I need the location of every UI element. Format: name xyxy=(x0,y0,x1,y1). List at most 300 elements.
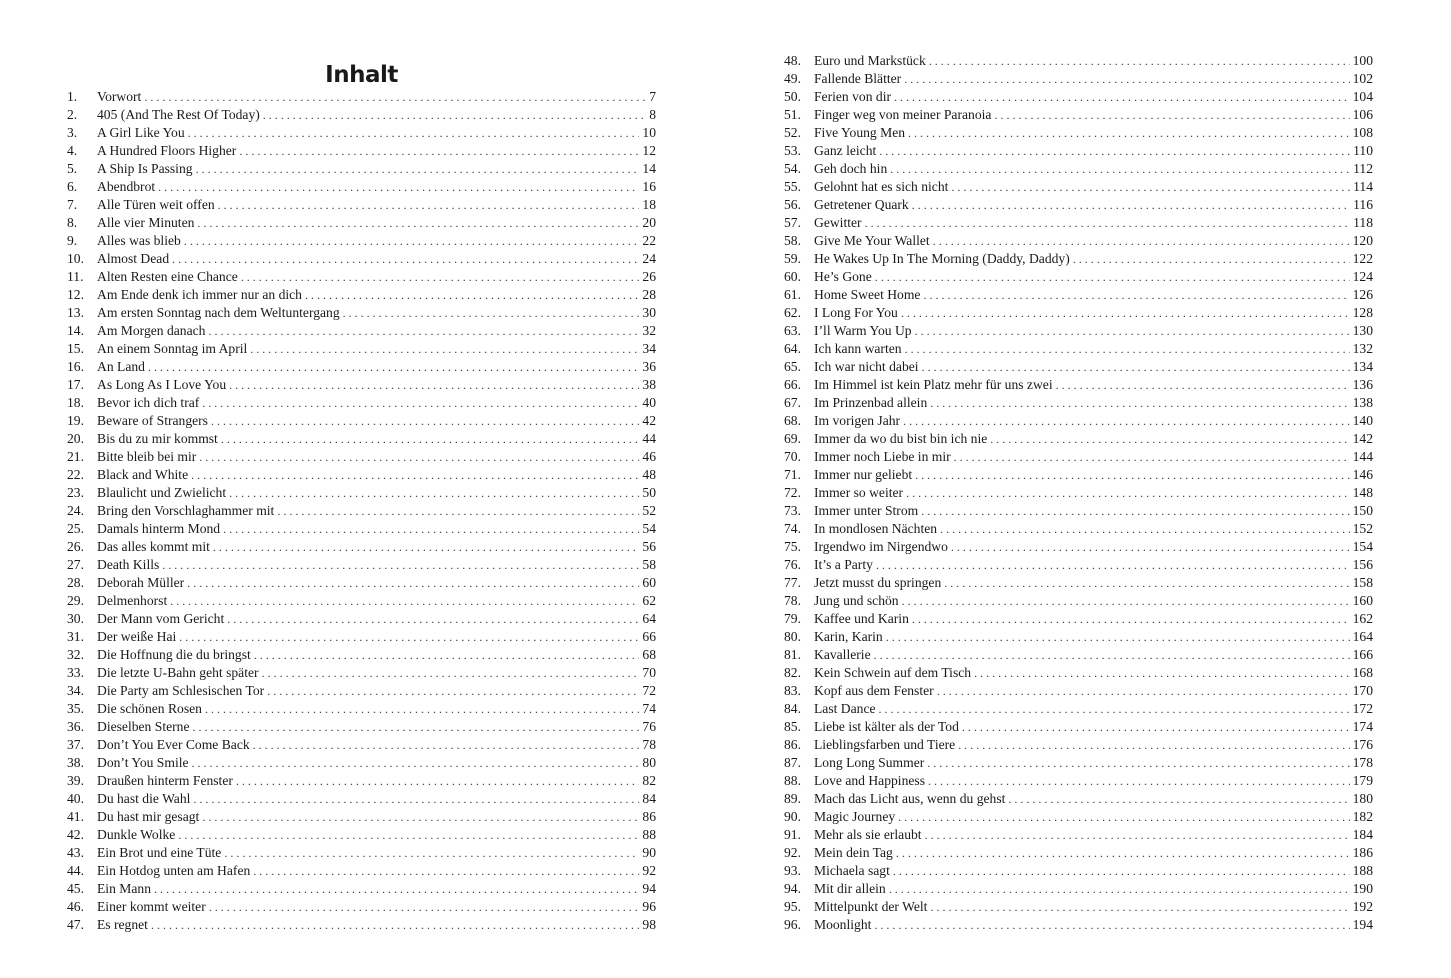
dot-leader xyxy=(893,862,1350,880)
toc-entry-number: 43. xyxy=(67,845,84,860)
toc-entry xyxy=(784,556,1373,574)
toc-entry xyxy=(784,610,1373,628)
toc-entry-title: Abendbrot xyxy=(97,179,156,194)
toc-entry xyxy=(784,754,1373,772)
toc-entry xyxy=(784,538,1373,556)
dot-leader xyxy=(202,808,639,826)
toc-entry xyxy=(67,790,656,808)
toc-entry-page-number: 160 xyxy=(1352,593,1373,608)
toc-entry-page-number: 174 xyxy=(1352,719,1373,734)
toc-entry-title: As Long As I Love You xyxy=(97,377,227,392)
toc-entry-page-number: 56 xyxy=(642,539,656,554)
toc-entry-number: 37. xyxy=(67,737,84,752)
toc-entry-page-number: 148 xyxy=(1352,485,1373,500)
dot-leader xyxy=(930,898,1349,916)
toc-entry-title: A Girl Like You xyxy=(97,125,185,140)
dot-leader xyxy=(929,52,1350,70)
toc-entry-title: Mehr als sie erlaubt xyxy=(814,827,922,842)
toc-entry-title: Almost Dead xyxy=(97,251,170,266)
toc-entry xyxy=(67,916,656,934)
toc-entry-page-number: 150 xyxy=(1352,503,1373,518)
toc-entry xyxy=(784,376,1373,394)
dot-leader xyxy=(209,898,640,916)
toc-entry-title: Jung und schön xyxy=(814,593,899,608)
toc-entry-page-number: 184 xyxy=(1352,827,1373,842)
toc-entry-number: 46. xyxy=(67,899,84,914)
toc-entry-page-number: 52 xyxy=(642,503,656,518)
toc-entry xyxy=(67,826,656,844)
dot-leader xyxy=(1056,376,1350,394)
toc-entry-page-number: 188 xyxy=(1352,863,1373,878)
toc-entry-number: 35. xyxy=(67,701,84,716)
toc-entry-title: Gelohnt hat es sich nicht xyxy=(814,179,949,194)
toc-entry-number: 4. xyxy=(67,143,78,158)
toc-entry-title: Der weiße Hai xyxy=(97,629,177,644)
dot-leader xyxy=(172,250,639,268)
toc-entry-title: Es regnet xyxy=(97,917,148,932)
dot-leader xyxy=(184,232,640,250)
toc-entry-page-number: 48 xyxy=(642,467,656,482)
dot-leader xyxy=(263,106,646,124)
toc-entry xyxy=(784,772,1373,790)
toc-entry-number: 73. xyxy=(784,503,801,518)
toc-entry-title: Don’t You Smile xyxy=(97,755,189,770)
dot-leader xyxy=(179,628,639,646)
toc-entry-title: Immer so weiter xyxy=(814,485,904,500)
toc-entry-page-number: 170 xyxy=(1352,683,1373,698)
toc-entry-number: 57. xyxy=(784,215,801,230)
toc-entry-page-number: 152 xyxy=(1352,521,1373,536)
toc-entry xyxy=(67,376,656,394)
toc-entry-title: Bitte bleib bei mir xyxy=(97,449,197,464)
toc-entry-number: 13. xyxy=(67,305,84,320)
toc-entry-title: Getretener Quark xyxy=(814,197,909,212)
toc-entry-title: Die letzte U-Bahn geht später xyxy=(97,665,259,680)
toc-entry-title: He Wakes Up In The Morning (Daddy, Daddy) xyxy=(814,251,1070,266)
toc-entry-number: 28. xyxy=(67,575,84,590)
toc-entry-number: 78. xyxy=(784,593,801,608)
toc-entry-page-number: 88 xyxy=(642,827,656,842)
toc-entry-title: Don’t You Ever Come Back xyxy=(97,737,250,752)
toc-entry-page-number: 74 xyxy=(642,701,656,716)
toc-entry-title: Dieselben Sterne xyxy=(97,719,190,734)
toc-entry xyxy=(784,322,1373,340)
toc-entry-number: 3. xyxy=(67,125,78,140)
toc-entry-title: Liebe ist kälter als der Tod xyxy=(814,719,959,734)
toc-entry-page-number: 176 xyxy=(1352,737,1373,752)
toc-entry xyxy=(784,70,1373,88)
toc-entry-number: 27. xyxy=(67,557,84,572)
dot-leader xyxy=(944,574,1349,592)
dot-leader xyxy=(192,754,640,772)
dot-leader xyxy=(224,844,639,862)
dot-leader xyxy=(990,430,1349,448)
toc-entry-page-number: 136 xyxy=(1352,377,1373,392)
toc-entry-title: A Hundred Floors Higher xyxy=(97,143,237,158)
toc-entry xyxy=(67,736,656,754)
toc-entry-title: Euro und Markstück xyxy=(814,53,926,68)
toc-entry xyxy=(67,286,656,304)
toc-entry-number: 72. xyxy=(784,485,801,500)
toc-entry xyxy=(784,916,1373,934)
toc-entry xyxy=(67,610,656,628)
toc-entry xyxy=(784,790,1373,808)
dot-leader xyxy=(974,664,1350,682)
toc-entry-title: Gewitter xyxy=(814,215,862,230)
toc-entry-title: Ein Brot und eine Tüte xyxy=(97,845,222,860)
dot-leader xyxy=(229,484,639,502)
toc-entry-page-number: 36 xyxy=(642,359,656,374)
toc-entry-title: Ein Hotdog unten am Hafen xyxy=(97,863,251,878)
dot-leader xyxy=(905,340,1350,358)
toc-entry-number: 75. xyxy=(784,539,801,554)
toc-entry-page-number: 7 xyxy=(649,89,656,104)
toc-entry-number: 26. xyxy=(67,539,84,554)
toc-entry-number: 33. xyxy=(67,665,84,680)
toc-entry-number: 20. xyxy=(67,431,84,446)
toc-entry xyxy=(67,880,656,898)
toc-entry xyxy=(784,592,1373,610)
toc-entry-page-number: 58 xyxy=(642,557,656,572)
toc-entry xyxy=(67,628,656,646)
toc-entry xyxy=(67,394,656,412)
dot-leader xyxy=(221,430,640,448)
page-title: Inhalt xyxy=(325,62,398,88)
toc-entry-page-number: 192 xyxy=(1352,899,1373,914)
toc-entry xyxy=(67,862,656,880)
toc-entry-number: 22. xyxy=(67,467,84,482)
dot-leader xyxy=(343,304,640,322)
dot-leader xyxy=(903,412,1350,430)
toc-entry-page-number: 166 xyxy=(1352,647,1373,662)
toc-entry-page-number: 70 xyxy=(642,665,656,680)
toc-entry-page-number: 22 xyxy=(642,233,656,248)
toc-entry-page-number: 68 xyxy=(642,647,656,662)
toc-entry xyxy=(784,430,1373,448)
toc-entry-page-number: 104 xyxy=(1352,89,1373,104)
dot-leader xyxy=(876,556,1350,574)
toc-entry-title: Ganz leicht xyxy=(814,143,877,158)
toc-entry-page-number: 18 xyxy=(642,197,656,212)
toc-entry-title: Kavallerie xyxy=(814,647,871,662)
toc-entry xyxy=(67,448,656,466)
dot-leader xyxy=(151,916,639,934)
toc-entry xyxy=(784,178,1373,196)
toc-entry-number: 32. xyxy=(67,647,84,662)
toc-entry-title: Du hast die Wahl xyxy=(97,791,191,806)
dot-leader xyxy=(144,88,646,106)
toc-entry-title: Jetzt musst du springen xyxy=(814,575,942,590)
toc-entry xyxy=(67,556,656,574)
toc-entry-title: Alles was blieb xyxy=(97,233,181,248)
toc-entry-number: 21. xyxy=(67,449,84,464)
toc-entry-page-number: 10 xyxy=(642,125,656,140)
toc-entry-number: 54. xyxy=(784,161,801,176)
toc-entry-page-number: 154 xyxy=(1352,539,1373,554)
toc-entry-number: 11. xyxy=(67,269,84,284)
toc-entry-page-number: 8 xyxy=(649,107,656,122)
toc-entry-page-number: 66 xyxy=(642,629,656,644)
dot-leader xyxy=(250,340,639,358)
toc-entry-number: 45. xyxy=(67,881,84,896)
toc-entry-number: 88. xyxy=(784,773,801,788)
toc-entry-number: 91. xyxy=(784,827,801,842)
toc-entry xyxy=(784,466,1373,484)
toc-entry-page-number: 128 xyxy=(1352,305,1373,320)
dot-leader xyxy=(205,700,639,718)
toc-entry-page-number: 26 xyxy=(642,269,656,284)
toc-entry-page-number: 92 xyxy=(642,863,656,878)
toc-entry-number: 8. xyxy=(67,215,78,230)
toc-entry-page-number: 60 xyxy=(642,575,656,590)
dot-leader xyxy=(253,862,639,880)
toc-entry-page-number: 124 xyxy=(1352,269,1373,284)
toc-entry-page-number: 194 xyxy=(1352,917,1373,932)
toc-entry-title: Love and Happiness xyxy=(814,773,925,788)
toc-entry-number: 81. xyxy=(784,647,801,662)
toc-entry xyxy=(67,160,656,178)
toc-entry xyxy=(67,538,656,556)
dot-leader xyxy=(937,682,1350,700)
toc-entry-page-number: 182 xyxy=(1352,809,1373,824)
toc-entry-title: Geh doch hin xyxy=(814,161,888,176)
toc-entry-number: 5. xyxy=(67,161,78,176)
toc-entry-page-number: 28 xyxy=(642,287,656,302)
dot-leader xyxy=(915,466,1349,484)
toc-entry-title: Deborah Müller xyxy=(97,575,185,590)
dot-leader xyxy=(904,70,1349,88)
toc-entry xyxy=(784,574,1373,592)
toc-entry-number: 31. xyxy=(67,629,84,644)
toc-entry-title: Irgendwo im Nirgendwo xyxy=(814,539,948,554)
toc-entry-page-number: 144 xyxy=(1352,449,1373,464)
toc-entry xyxy=(784,268,1373,286)
toc-entry-number: 68. xyxy=(784,413,801,428)
toc-entry xyxy=(67,772,656,790)
toc-entry-number: 86. xyxy=(784,737,801,752)
toc-entry xyxy=(67,466,656,484)
toc-entry xyxy=(784,412,1373,430)
toc-entry-page-number: 54 xyxy=(642,521,656,536)
toc-entry-page-number: 100 xyxy=(1352,53,1373,68)
toc-entry xyxy=(67,844,656,862)
dot-leader xyxy=(199,448,639,466)
dot-leader xyxy=(196,160,640,178)
toc-entry-number: 2. xyxy=(67,107,78,122)
toc-entry-number: 76. xyxy=(784,557,801,572)
toc-entry-title: Kein Schwein auf dem Tisch xyxy=(814,665,972,680)
dot-leader xyxy=(239,142,639,160)
toc-entry xyxy=(784,340,1373,358)
dot-leader xyxy=(218,196,640,214)
toc-entry-page-number: 140 xyxy=(1352,413,1373,428)
toc-entry-title: Immer da wo du bist bin ich nie xyxy=(814,431,988,446)
dot-leader xyxy=(951,178,1350,196)
toc-entry-number: 1. xyxy=(67,89,78,104)
toc-entry-number: 69. xyxy=(784,431,801,446)
toc-entry xyxy=(67,214,656,232)
toc-entry xyxy=(784,160,1373,178)
toc-entry-page-number: 64 xyxy=(642,611,656,626)
toc-entry-number: 67. xyxy=(784,395,801,410)
toc-entry-page-number: 178 xyxy=(1352,755,1373,770)
dot-leader xyxy=(208,322,639,340)
toc-entry-number: 38. xyxy=(67,755,84,770)
toc-entry xyxy=(67,322,656,340)
dot-leader xyxy=(178,826,639,844)
dot-leader xyxy=(253,736,640,754)
toc-entry xyxy=(784,88,1373,106)
toc-entry-number: 51. xyxy=(784,107,801,122)
dot-leader xyxy=(874,646,1350,664)
dot-leader xyxy=(912,610,1350,628)
toc-entry-number: 41. xyxy=(67,809,84,824)
toc-entry xyxy=(784,898,1373,916)
toc-entry-title: Alten Resten eine Chance xyxy=(97,269,238,284)
toc-entry-page-number: 114 xyxy=(1353,179,1373,194)
toc-entry xyxy=(67,502,656,520)
toc-entry-title: Death Kills xyxy=(97,557,160,572)
toc-entry-number: 90. xyxy=(784,809,801,824)
toc-entry-number: 89. xyxy=(784,791,801,806)
toc-entry xyxy=(784,52,1373,70)
toc-entry xyxy=(784,124,1373,142)
toc-entry xyxy=(784,646,1373,664)
toc-entry xyxy=(784,682,1373,700)
toc-entry-number: 96. xyxy=(784,917,801,932)
toc-entry-page-number: 118 xyxy=(1353,215,1373,230)
toc-entry-page-number: 190 xyxy=(1352,881,1373,896)
toc-entry xyxy=(67,592,656,610)
toc-entry xyxy=(784,700,1373,718)
toc-entry-title: I’ll Warm You Up xyxy=(814,323,912,338)
dot-leader xyxy=(213,538,640,556)
dot-leader xyxy=(197,214,639,232)
toc-entry xyxy=(784,358,1373,376)
toc-entry-number: 93. xyxy=(784,863,801,878)
toc-entry-title: He’s Gone xyxy=(814,269,872,284)
toc-entry-number: 80. xyxy=(784,629,801,644)
toc-entry xyxy=(67,268,656,286)
toc-entry-number: 49. xyxy=(784,71,801,86)
toc-right-column xyxy=(784,52,1373,934)
toc-entry-number: 48. xyxy=(784,53,801,68)
toc-entry-number: 85. xyxy=(784,719,801,734)
toc-entry-title: 405 (And The Rest Of Today) xyxy=(97,107,260,122)
toc-entry xyxy=(784,808,1373,826)
toc-entry-page-number: 82 xyxy=(642,773,656,788)
toc-entry-title: Bring den Vorschlaghammer mit xyxy=(97,503,275,518)
toc-entry-title: Blaulicht und Zwielicht xyxy=(97,485,227,500)
toc-entry-title: Alle vier Minuten xyxy=(97,215,195,230)
dot-leader xyxy=(908,124,1350,142)
toc-entry-title: Mein dein Tag xyxy=(814,845,893,860)
toc-entry-title: Long Long Summer xyxy=(814,755,925,770)
toc-entry-number: 29. xyxy=(67,593,84,608)
dot-leader xyxy=(193,790,639,808)
toc-entry-title: Immer nur geliebt xyxy=(814,467,913,482)
dot-leader xyxy=(277,502,639,520)
dot-leader xyxy=(889,880,1350,898)
toc-entry-title: Im Himmel ist kein Platz mehr für uns zwei xyxy=(814,377,1053,392)
toc-entry-page-number: 46 xyxy=(642,449,656,464)
toc-entry-page-number: 168 xyxy=(1352,665,1373,680)
toc-entry-page-number: 62 xyxy=(642,593,656,608)
toc-entry xyxy=(784,394,1373,412)
toc-entry-title: Five Young Men xyxy=(814,125,906,140)
toc-entry-page-number: 38 xyxy=(642,377,656,392)
toc-entry-page-number: 130 xyxy=(1352,323,1373,338)
toc-entry-number: 71. xyxy=(784,467,801,482)
toc-entry-number: 17. xyxy=(67,377,84,392)
toc-entry xyxy=(784,628,1373,646)
dot-leader xyxy=(923,286,1349,304)
dot-leader xyxy=(241,268,640,286)
toc-entry xyxy=(784,844,1373,862)
dot-leader xyxy=(958,736,1349,754)
toc-entry-number: 12. xyxy=(67,287,84,302)
toc-entry xyxy=(67,412,656,430)
dot-leader xyxy=(223,520,639,538)
toc-entry xyxy=(67,718,656,736)
toc-entry-title: Bis du zu mir kommst xyxy=(97,431,218,446)
toc-entry-title: Karin, Karin xyxy=(814,629,883,644)
toc-entry-number: 64. xyxy=(784,341,801,356)
toc-entry-title: Black and White xyxy=(97,467,189,482)
toc-entry-page-number: 134 xyxy=(1352,359,1373,374)
toc-entry-title: Mittelpunkt der Welt xyxy=(814,899,928,914)
toc-entry xyxy=(784,502,1373,520)
toc-entry-page-number: 98 xyxy=(642,917,656,932)
toc-entry-number: 61. xyxy=(784,287,801,302)
toc-entry-number: 53. xyxy=(784,143,801,158)
toc-entry-number: 82. xyxy=(784,665,801,680)
toc-entry xyxy=(67,178,656,196)
dot-leader xyxy=(236,772,640,790)
dot-leader xyxy=(865,214,1351,232)
toc-entry xyxy=(67,124,656,142)
dot-leader xyxy=(154,880,639,898)
toc-entry xyxy=(67,484,656,502)
toc-entry-page-number: 142 xyxy=(1352,431,1373,446)
toc-entry xyxy=(67,646,656,664)
toc-entry-number: 24. xyxy=(67,503,84,518)
toc-entry-title: Bevor ich dich traf xyxy=(97,395,200,410)
toc-entry-title: An einem Sonntag im April xyxy=(97,341,248,356)
toc-entry xyxy=(784,862,1373,880)
dot-leader xyxy=(921,502,1349,520)
toc-entry-number: 52. xyxy=(784,125,801,140)
toc-entry xyxy=(784,736,1373,754)
toc-entry-page-number: 32 xyxy=(642,323,656,338)
dot-leader xyxy=(879,700,1350,718)
toc-entry-title: Give Me Your Wallet xyxy=(814,233,930,248)
toc-entry xyxy=(784,718,1373,736)
toc-entry-title: Vorwort xyxy=(97,89,142,104)
toc-entry-title: Dunkle Wolke xyxy=(97,827,176,842)
dot-leader xyxy=(954,448,1350,466)
dot-leader xyxy=(925,826,1350,844)
toc-entry-title: Delmenhorst xyxy=(97,593,168,608)
toc-entry xyxy=(67,106,656,124)
toc-entry xyxy=(784,286,1373,304)
toc-entry-title: Ich war nicht dabei xyxy=(814,359,919,374)
toc-entry-number: 47. xyxy=(67,917,84,932)
toc-entry xyxy=(67,808,656,826)
toc-entry-title: Home Sweet Home xyxy=(814,287,921,302)
toc-entry-title: In mondlosen Nächten xyxy=(814,521,938,536)
toc-entry-number: 36. xyxy=(67,719,84,734)
